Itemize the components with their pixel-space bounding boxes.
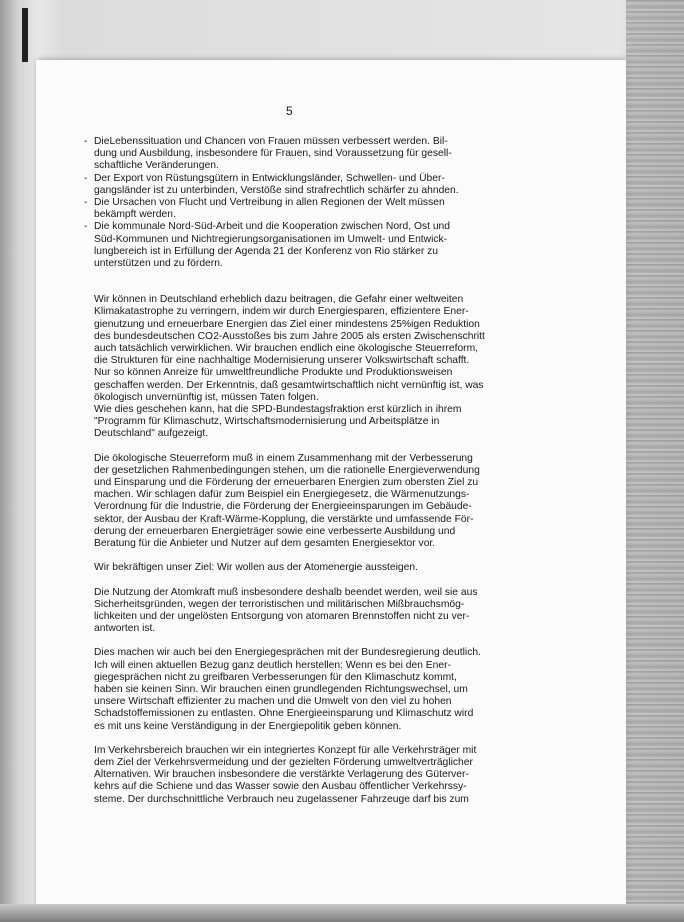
paragraph — [94, 453, 526, 551]
paragraph-line: ökologisch unvernünftig ist, müssen Taten folgen. — [94, 391, 319, 403]
bullet-item — [84, 136, 526, 173]
bullet-marker: - — [84, 197, 88, 209]
bullet-line: lungbereich ist in Erfüllung der Agenda 21 der Konferenz von Rio stärker zu — [94, 245, 439, 257]
paragraph-line: der gesetzlichen Rahmenbedingungen stehen, um die rationelle Energieverwendung — [94, 464, 480, 476]
paragraph-line: haben sie keinen Sinn. Wir brauchen einen grundlegenden Richtungswechsel, um — [94, 683, 468, 695]
paragraph-line: Verordnung für die Industrie, die Förderung der Energieeinsparungen im Gebäude- — [94, 501, 472, 513]
bullet-line: Der Export von Rüstungsgütern in Entwicklungsländer, Schwellen- und Über- — [94, 172, 445, 184]
bullet-item — [84, 221, 526, 270]
paragraph-line: unsere Wirtschaft effizienter zu machen und die Umwelt von den viel zu hohen — [94, 696, 452, 708]
paragraph-line: machen. Wir schlagen dafür zum Beispiel ein Energiegesetz, die Wärmenutzungs- — [94, 489, 470, 501]
paragraph-line: Die Nutzung der Atomkraft muß insbesondere deshalb beendet werden, weil sie aus — [94, 586, 478, 598]
paragraph-line: Nur so können Anreize für umweltfreundliche Produkte und Produktionsweisen — [94, 367, 453, 379]
paragraph-line: antworten ist. — [94, 623, 156, 635]
paragraph-line: auch tatsächlich verwirklichen. Wir brauchen endlich eine ökologische Steuerreform, — [94, 343, 479, 355]
paragraph-line: lichkeiten und der ungelösten Entsorgung von atomaren Brennstoffen nicht zu ver- — [94, 610, 470, 622]
paragraph-line: Im Verkehrsbereich brauchen wir ein integriertes Konzept für alle Verkehrsträger mit — [94, 744, 477, 756]
paragraph-line: Wir bekräftigen unser Ziel: Wir wollen aus der Atomenergie aussteigen. — [94, 562, 418, 574]
bullet-marker: - — [84, 172, 88, 184]
paragraph-line: Sicherheitsgründen, wegen der terroristischen und militärischen Mißbrauchsmög- — [94, 598, 465, 610]
paragraph-line: dem Ziel der Verkehrsvermeidung und der gezielten Förderung umweltverträglicher — [94, 756, 473, 768]
scan-bottom-edge — [0, 904, 684, 922]
bullet-line: unterstützen und zu fördern. — [94, 258, 223, 270]
page-number: 5 — [286, 104, 293, 118]
bullet-line: schaftliche Veränderungen. — [94, 160, 219, 172]
bullet-marker: - — [84, 136, 88, 147]
paragraph-line: Ich will einen aktuellen Bezug ganz deutlich herstellen: Wenn es bei den Ener- — [94, 659, 451, 671]
bullet-line: dung und Ausbildung, insbesondere für Frauen, sind Voraussetzung für gesell- — [94, 148, 452, 160]
paragraph — [94, 562, 526, 574]
bullet-line: Die Ursachen von Flucht und Vertreibung in allen Regionen der Welt müssen — [94, 197, 445, 209]
paragraph-line: des bundesdeutschen CO2-Ausstoßes bis zum Jahre 2005 als ersten Zwischenschritt — [94, 330, 485, 342]
paragraph — [94, 587, 526, 636]
paragraph-line: und Einsparung und die Förderung der erneuerbaren Energien zum obersten Ziel zu — [94, 477, 479, 489]
bullet-marker: - — [84, 221, 88, 233]
paragraph-line: es mit uns keine Verständigung in der Energiepolitik geben können. — [94, 720, 402, 732]
bullet-line: bekämpft werden. — [94, 209, 176, 221]
paragraph-line: Alternativen. Wir brauchen insbesondere die verstärkte Verlagerung des Güterver- — [94, 769, 469, 781]
document-body — [84, 136, 526, 806]
paragraph-line: gienutzung und erneuerbare Energien das Ziel einer mindestens 25%igen Reduktion — [94, 318, 480, 330]
bullet-line: Die kommunale Nord-Süd-Arbeit und die Kooperation zwischen Nord, Ost und — [94, 221, 450, 233]
paragraph-line: Klimakatastrophe zu verringern, indem wir durch Energiesparen, effizientere Ener- — [94, 306, 469, 318]
bullet-item — [84, 172, 526, 197]
scan-left-edge — [0, 0, 36, 922]
paragraph-line: steme. Der durchschnittliche Verbrauch neu zugelassener Fahrzeuge darf bis zum — [94, 793, 469, 805]
paragraph-line: "Programm für Klimaschutz, Wirtschaftsmodernisierung und Arbeitsplätze in — [94, 416, 440, 428]
paragraph-line: derung der erneuerbaren Energieträger sowie eine verbesserte Ausbildung und — [94, 525, 456, 537]
paragraph-line: geschaffen werden. Der Erkenntnis, daß gesamtwirtschaftlich nicht vernünftig ist, was — [94, 379, 484, 391]
bullet-line: DieLebenssituation und Chancen von Frauen müssen verbessert werden. Bil- — [94, 136, 448, 147]
paragraph-line: Schadstoffemissionen zu entlasten. Ohne Energieeinsparung und Klimaschutz wird — [94, 708, 474, 720]
paragraph-line: Deutschland" aufgezeigt. — [94, 428, 209, 440]
bullet-line: gangsländer ist zu unterbinden, Verstöße sind strafrechtlich schärfer zu ahnden. — [94, 184, 459, 196]
paragraph-line: Dies machen wir auch bei den Energiegesprächen mit der Bundesregierung deutlich. — [94, 647, 481, 659]
paragraphs — [94, 294, 526, 806]
punch-mark — [22, 8, 28, 62]
bullet-item — [84, 197, 526, 221]
paragraph — [94, 294, 526, 440]
paragraph — [94, 745, 526, 806]
paragraph-line: kehrs auf die Schiene und das Wasser sowie den Ausbau öffentlicher Verkehrssy- — [94, 781, 467, 793]
paragraph-line: Die ökologische Steuerreform muß in einem Zusammenhang mit der Verbesserung — [94, 452, 473, 464]
paragraph-line: Beratung für die Anbieter und Nutzer auf dem gesamten Energiesektor vor. — [94, 538, 436, 550]
paragraph-line: Wie dies geschehen kann, hat die SPD-Bundestagsfraktion erst kürzlich in ihrem — [94, 404, 462, 416]
scan-right-edge — [626, 0, 684, 922]
paragraph-line: giegesprächen nicht zu greifbaren Verbesserungen für den Klimaschutz kommt, — [94, 671, 457, 683]
paragraph-line: sektor, der Ausbau der Kraft-Wärme-Kopplung, die verstärkte und umfassende För- — [94, 513, 474, 525]
bullet-list — [84, 136, 526, 270]
paragraph-line: die Strukturen für eine nachhaltige Modernisierung unserer Volkswirtschaft schafft. — [94, 355, 470, 367]
paragraph-line: Wir können in Deutschland erheblich dazu beitragen, die Gefahr einer weltweiten — [94, 294, 464, 306]
paragraph — [94, 647, 526, 732]
bullet-line: Süd-Kommunen und Nichtregierungsorganisationen im Umwelt- und Entwick- — [94, 233, 448, 245]
